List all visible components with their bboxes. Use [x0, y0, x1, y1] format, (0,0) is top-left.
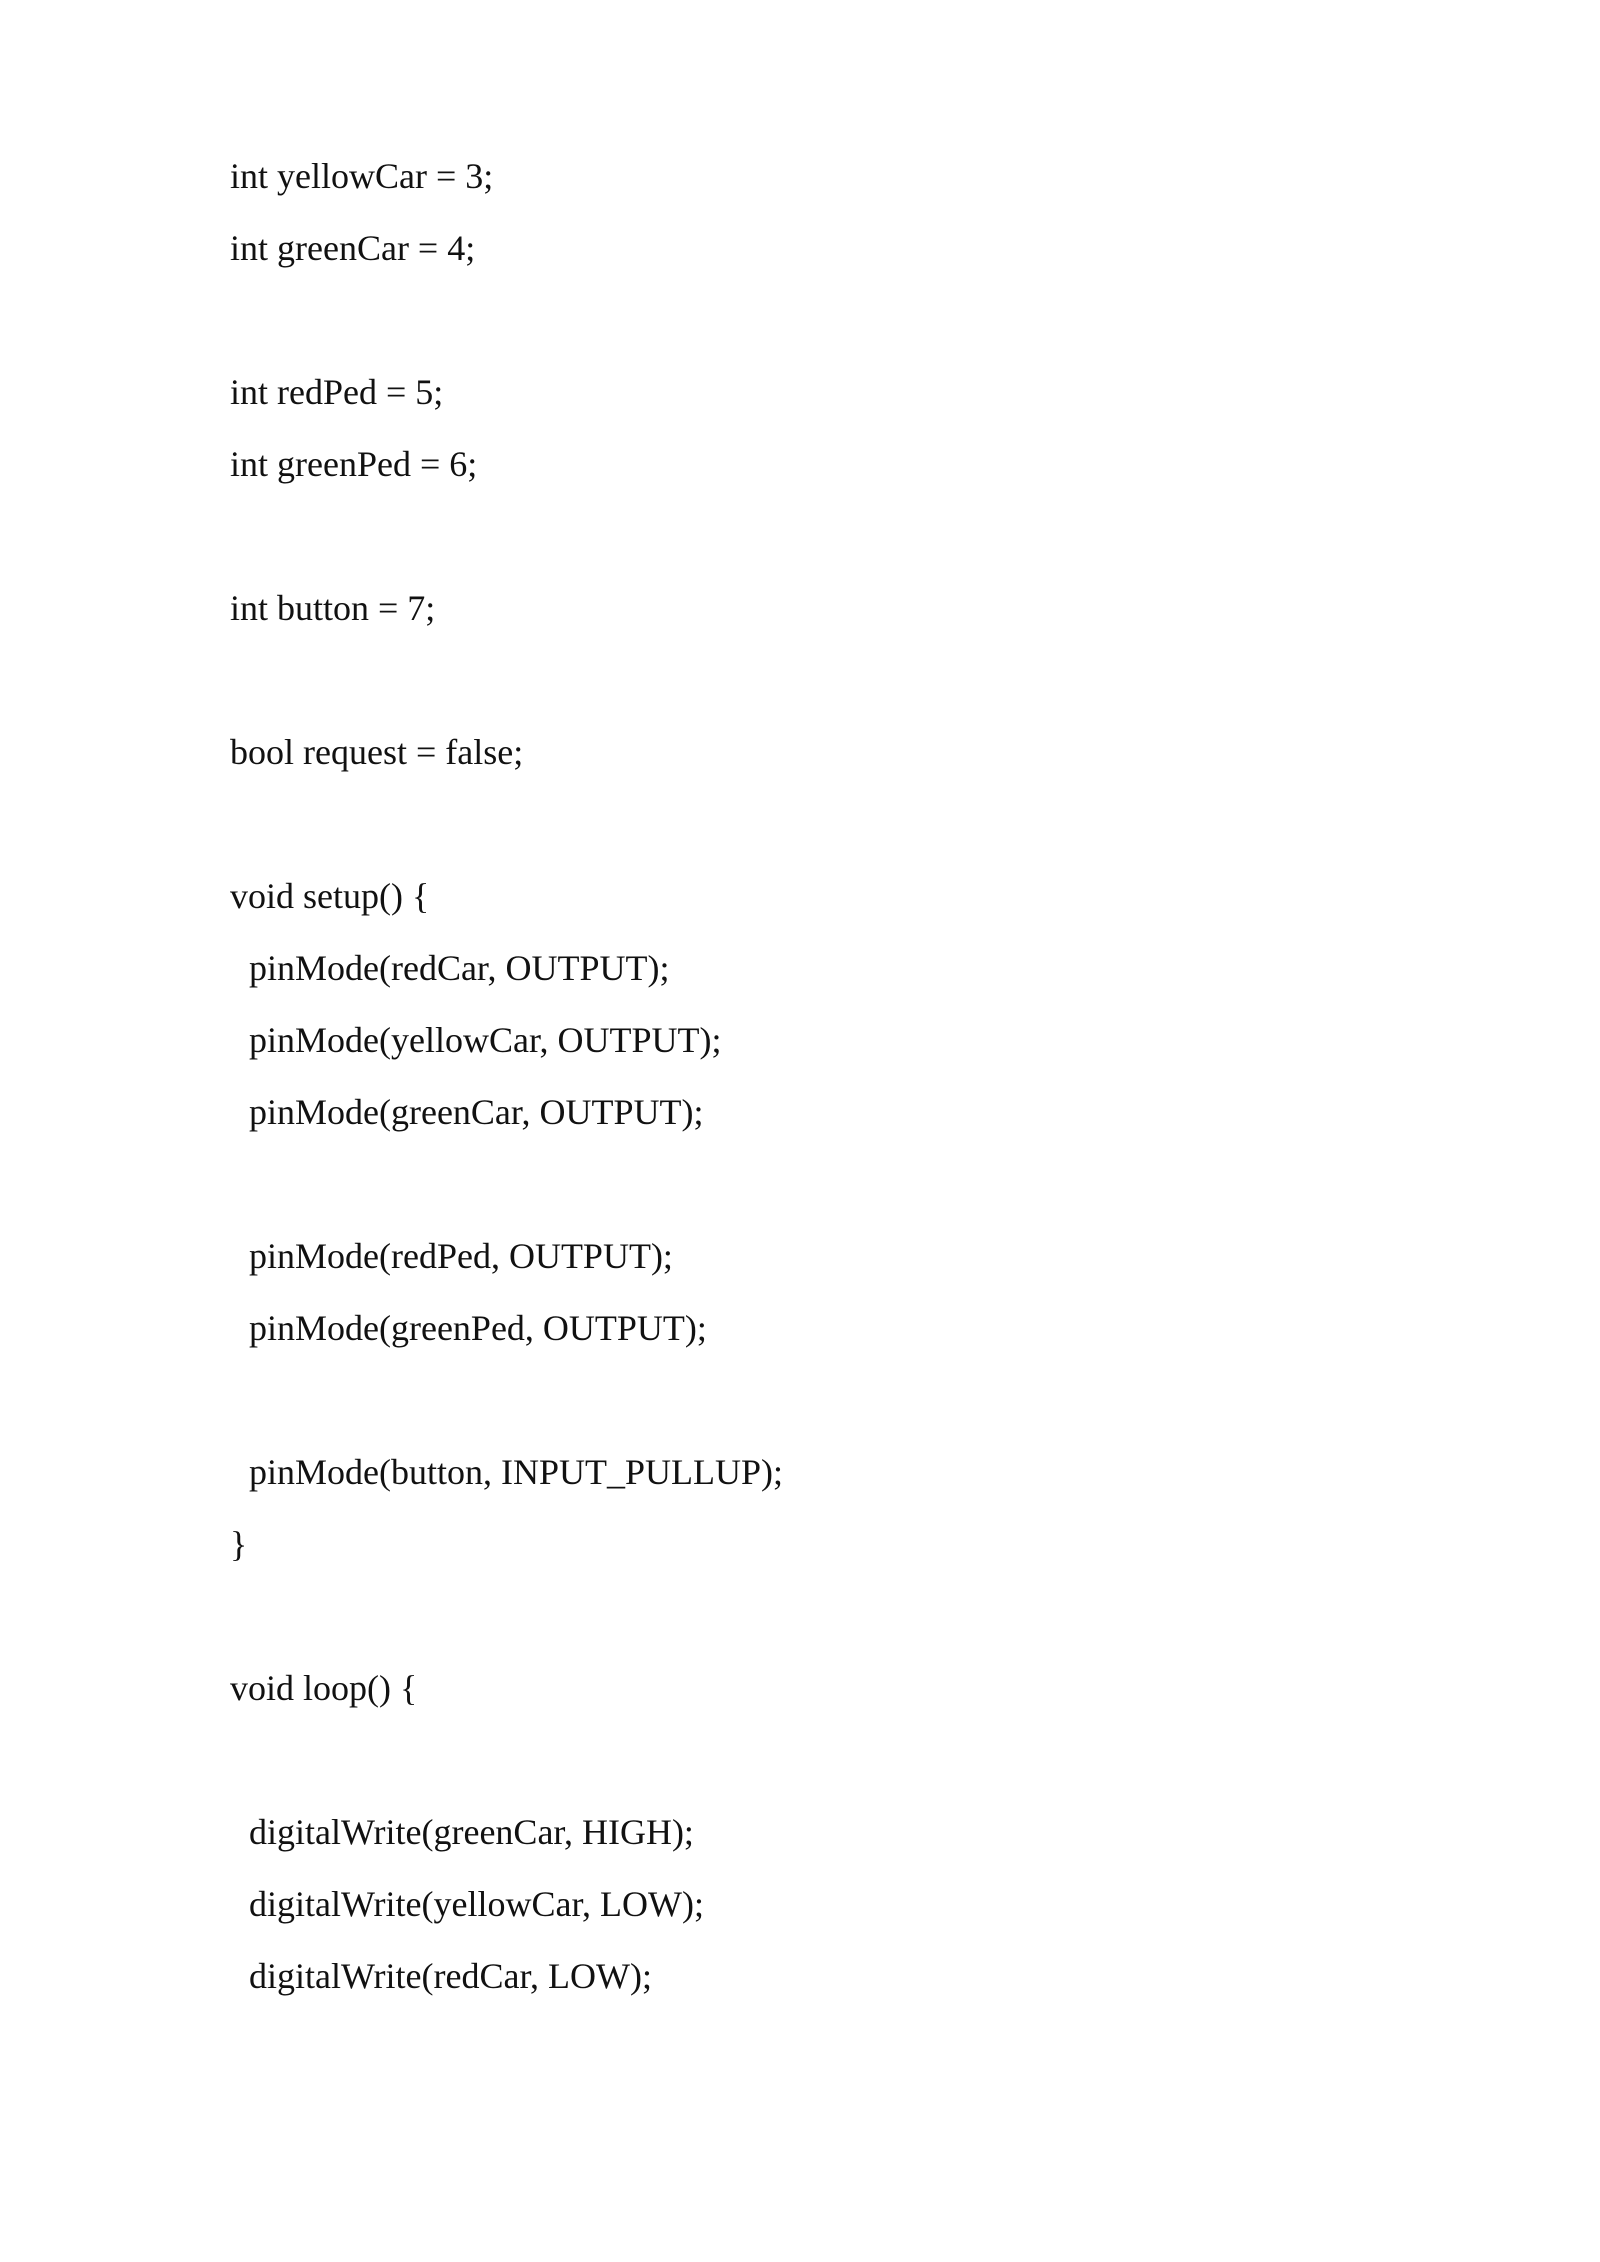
code-line-digitalwrite-greencar: digitalWrite(greenCar, HIGH); — [249, 1812, 694, 1852]
code-line-yellowcar-declaration: int yellowCar = 3; — [230, 156, 494, 196]
code-line-pinmode-redped: pinMode(redPed, OUTPUT); — [249, 1236, 673, 1276]
code-line-pinmode-button: pinMode(button, INPUT_PULLUP); — [249, 1452, 783, 1492]
blank-line — [230, 1586, 1430, 1658]
code-line-loop-start: void loop() { — [230, 1668, 418, 1708]
code-line-button-declaration: int button = 7; — [230, 588, 436, 628]
code-listing — [230, 146, 1430, 2018]
code-line-digitalwrite-yellowcar: digitalWrite(yellowCar, LOW); — [249, 1884, 704, 1924]
blank-line — [230, 650, 1430, 722]
blank-line — [230, 290, 1430, 362]
blank-line — [230, 1370, 1430, 1442]
code-line-setup-start: void setup() { — [230, 876, 430, 916]
blank-line — [230, 1154, 1430, 1226]
code-line-pinmode-yellowcar: pinMode(yellowCar, OUTPUT); — [249, 1020, 722, 1060]
code-line-greencar-declaration: int greenCar = 4; — [230, 228, 476, 268]
code-line-greenped-declaration: int greenPed = 6; — [230, 444, 478, 484]
code-line-pinmode-greencar: pinMode(greenCar, OUTPUT); — [249, 1092, 704, 1132]
blank-line — [230, 1730, 1430, 1802]
code-line-pinmode-redcar: pinMode(redCar, OUTPUT); — [249, 948, 670, 988]
code-line-redped-declaration: int redPed = 5; — [230, 372, 444, 412]
code-line-setup-end: } — [230, 1524, 248, 1564]
blank-line — [230, 794, 1430, 866]
blank-line — [230, 506, 1430, 578]
code-line-request-declaration: bool request = false; — [230, 732, 524, 772]
code-line-digitalwrite-redcar: digitalWrite(redCar, LOW); — [249, 1956, 652, 1996]
code-line-pinmode-greenped: pinMode(greenPed, OUTPUT); — [249, 1308, 707, 1348]
